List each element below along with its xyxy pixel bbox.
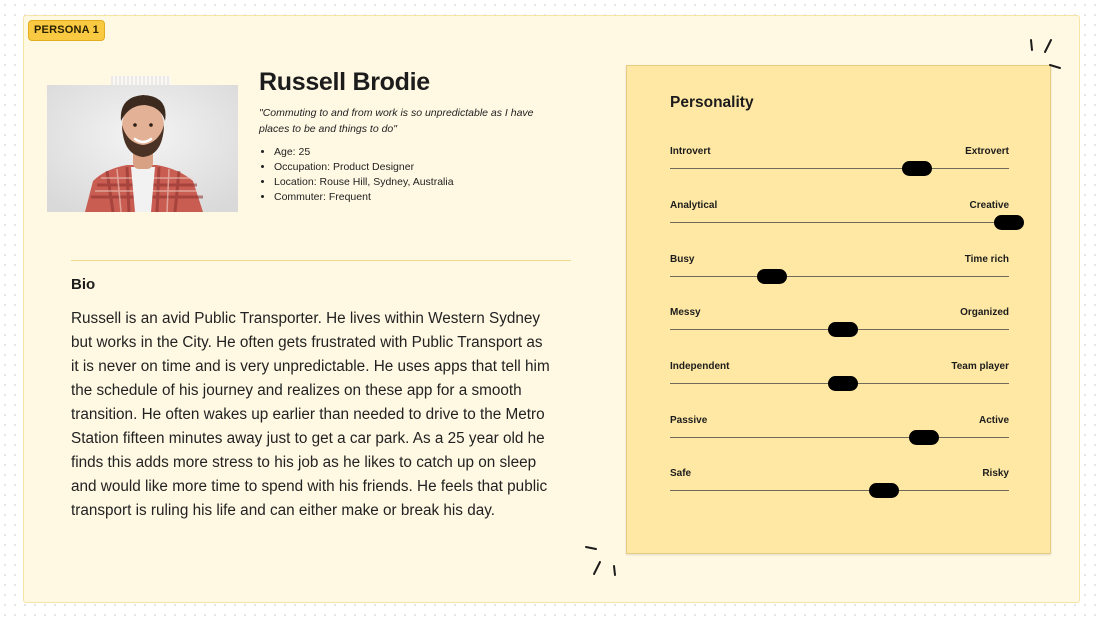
- trait-passive-active: [670, 415, 1009, 445]
- trait-left-label: Independent: [670, 361, 730, 372]
- persona-tag: PERSONA 1: [28, 20, 105, 41]
- section-divider: [71, 260, 571, 261]
- personality-panel: [626, 65, 1051, 554]
- fact-age: • Age: 25: [274, 145, 454, 160]
- slider-track: [670, 490, 1009, 491]
- bio-text: Russell is an avid Public Transporter. He lives within Western Sydney but works in the City. He often gets frustrated with Public Transport as it is never on time and is very unpredictable. He uses apps that tell him the schedule of his journey and realizes on these app for a smooth transition. He often wakes up earlier than needed to drive to the Metro Station fifteen minutes away just to get a car park. As a 25 year old he finds this adds more stress to his job as he likes to catch up on sleep and would like more time to spend with his friends. He feels that public transport is ruling his life and can either make or break his day.: [71, 310, 550, 519]
- trait-messy-organized: [670, 307, 1009, 337]
- personality-title: Personality: [670, 94, 754, 111]
- slider-knob[interactable]: [828, 322, 858, 337]
- trait-right-label: Time rich: [964, 254, 1009, 265]
- trait-right-label: Creative: [969, 200, 1009, 211]
- persona-photo: [47, 85, 238, 212]
- trait-right-label: Extrovert: [965, 146, 1009, 157]
- trait-independent-teamplayer: [670, 361, 1009, 391]
- persona-name: Russell Brodie: [259, 68, 430, 96]
- slider-knob[interactable]: [994, 215, 1024, 230]
- slider-knob[interactable]: [909, 430, 939, 445]
- trait-left-label: Analytical: [670, 200, 718, 211]
- trait-right-label: Risky: [982, 468, 1009, 479]
- trait-right-label: Organized: [960, 307, 1009, 318]
- slider-track: [670, 437, 1009, 438]
- slider-knob[interactable]: [902, 161, 932, 176]
- trait-analytical-creative: [670, 200, 1009, 230]
- bio-heading: Bio: [71, 276, 96, 293]
- trait-left-label: Busy: [670, 254, 695, 265]
- trait-left-label: Messy: [670, 307, 701, 318]
- fact-commuter: • Commuter: Frequent: [274, 190, 454, 205]
- trait-safe-risky: [670, 468, 1009, 498]
- trait-busy-timerich: [670, 254, 1009, 284]
- fact-occupation: • Occupation: Product Designer: [274, 160, 454, 175]
- slider-track: [670, 168, 1009, 169]
- fact-location: • Location: Rouse Hill, Sydney, Australia: [274, 175, 454, 190]
- slider-knob[interactable]: [828, 376, 858, 391]
- trait-right-label: Team player: [951, 361, 1009, 372]
- portrait-illustration: [47, 85, 238, 212]
- slider-track: [670, 222, 1009, 223]
- slider-knob[interactable]: [869, 483, 899, 498]
- persona-quote: "Commuting to and from work is so unpredictable as I have places to be and things to do": [259, 107, 534, 135]
- slider-track: [670, 276, 1009, 277]
- trait-introvert-extrovert: [670, 146, 1009, 176]
- trait-right-label: Active: [978, 415, 1009, 426]
- persona-facts: [259, 145, 454, 205]
- trait-left-label: Introvert: [670, 146, 711, 157]
- slider-knob[interactable]: [757, 269, 787, 284]
- trait-left-label: Safe: [670, 468, 692, 479]
- trait-left-label: Passive: [670, 415, 708, 426]
